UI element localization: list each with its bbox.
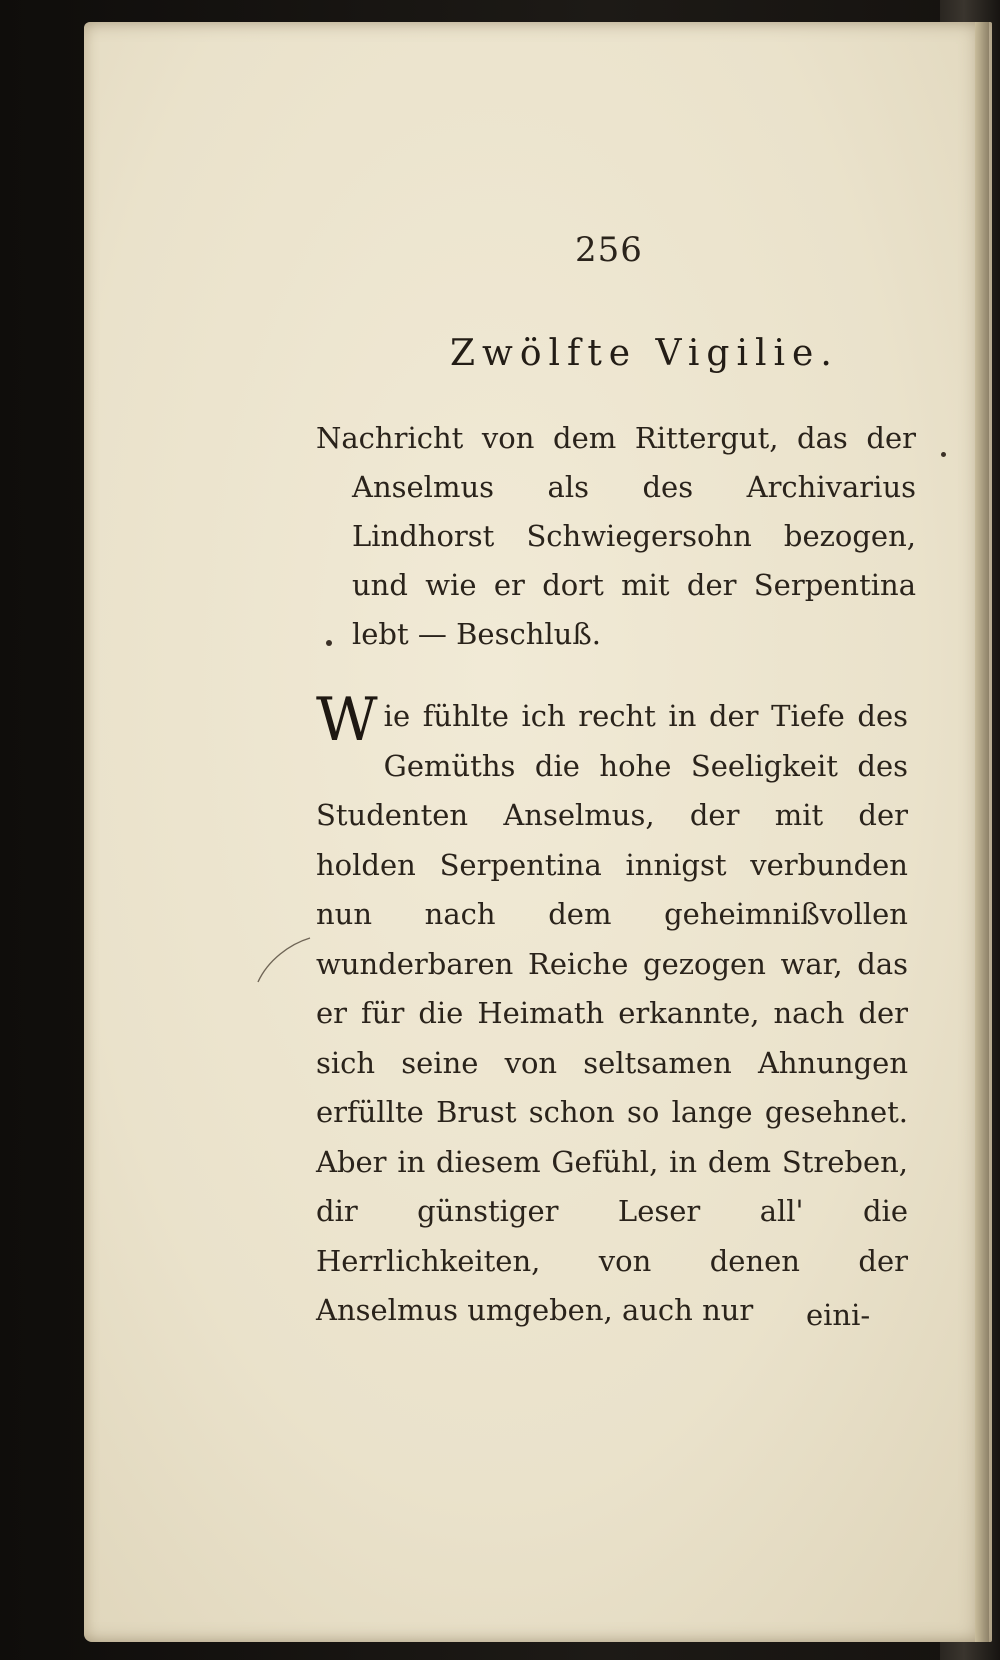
ink-speck	[941, 452, 946, 457]
body-paragraph-text: ie fühlte ich recht in der Tiefe des Gemüths die hohe Seeligkeit des Studenten Anselmus, der mit der holden Serpentina innigst verbunden nun nach dem geheimnißvollen wunderbaren Reiche gezogen war, das er für die Heimath erkannte, nach der sich seine von seltsamen Ahnungen erfüllte Brust schon so lange gesehnet. Aber in diesem Gefühl, in dem Streben, dir günstiger Leser all' die Herrlichkeiten, von denen der Anselmus umgeben, auch nur	[316, 699, 908, 1327]
body-paragraph	[316, 685, 908, 1336]
page-edge	[975, 22, 989, 1642]
body-text	[316, 685, 908, 1336]
chapter-summary	[316, 414, 916, 659]
ink-speck	[326, 640, 332, 646]
page-number: 256	[575, 230, 643, 270]
summary-paragraph: Nachricht von dem Rittergut, das der Anselmus als des Archivarius Lindhorst Schwiegersohn bezogen, und wie er dort mit der Serpentina lebt — Beschluß.	[316, 421, 916, 651]
drop-cap-initial: W	[316, 685, 378, 755]
chapter-title: Zwölfte Vigilie.	[450, 333, 839, 374]
catchword: eini-	[806, 1298, 871, 1332]
pencil-mark	[250, 930, 320, 990]
